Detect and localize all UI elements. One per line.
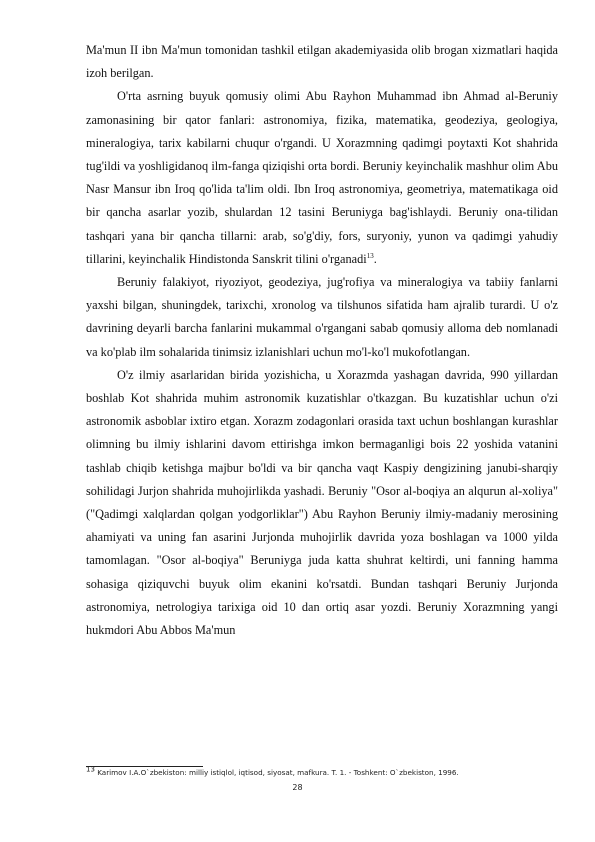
page-body — [86, 39, 558, 642]
footnote-reference: 13 — [366, 251, 374, 260]
footnote-divider — [86, 766, 203, 767]
paragraph-2-end: . — [373, 251, 377, 266]
paragraph-4: O'z ilmiy asarlaridan birida yozishicha, u Xorazmda yashagan davrida, 990 yillardan boshlab Kot shahrida muhim astronomik kuzatishlar o'tkazgan. Bu kuzatishlar uchun o'zi astronomik asboblar ixtiro etgan. Xorazm zodagonlari orasida taxt uchun boshlangan kurashlar olimning bu ilmiy ishlarini davom ettirishga imkon bermaganligi bois 22 yoshida vatanini tashlab chiqib ketishga majbur bo'ldi va bir qancha vaqt Kaspiy dengizining janubi-sharqiy sohilidagi Jurjon shahrida muhojirlikda yashadi. Beruniy "Osor al-boqiya an alqurun al-xoliya" ("Qadimgi xalqlardan qolgan yodgorliklar") Abu Rayhon Beruniy ilmiy-madaniy merosining ahamiyati va uning fan asarini Jurjonda muhojirlik davrida yoza boshlagan va 1000 yilda tamomlagan. "Osor al-boqiya" Beruniyga juda katta shuhrat keltirdi, uni fanning hamma sohasiga qiziquvchi buyuk olim ekanini ko'rsatdi. Bundan tashqari Beruniy Jurjonda astronomiya, netrologiya tarixiga oid 10 dan ortiq asar yozdi. Beruniy Xorazmning yangi hukmdori Abu Abbos Ma'mun — [86, 367, 558, 638]
footnote — [86, 765, 558, 778]
paragraph-3: Beruniy falakiyot, riyoziyot, geodeziya, jug'rofiya va mineralogiya va tabiiy fanlarni yaxshi bilgan, shuningdek, tarixchi, xronolog va tilshunos sifatida ham ajralib turardi. U o'z davrining deyarli barcha fanlarini mukammal o'rgangani sabab qomusiy alloma deb nomlanadi va ko'plab ilm sohalarida tinimsiz izlanishlari uchun mo'l-ko'l mukofotlangan. — [86, 275, 558, 359]
page-number: 28 — [292, 783, 303, 792]
paragraph-2 — [86, 85, 558, 271]
paragraph-2-text: O'rta asrning buyuk qomusiy olimi Abu Rayhon Muhammad ibn Ahmad al-Beruniy zamonasining bir qator fanlari: astronomiya, fizika, matematika, geodeziya, geologiya, mineralogiya, tarix kabilarni chuqur o'rgandi. U Xorazmning qadimgi poytaxti Kot shahrida tug'ildi va yoshligidanoq ilm-fanga qiziqishi orta bordi. Beruniy keyinchalik mashhur olim Abu Nasr Mansur ibn Iroq qo'lida ta'lim oldi. Ibn Iroq astronomiya, geometriya, matematikaga oid bir qancha asarlar yozib, shulardan 12 tasini Beruniyga bag'ishlaydi. Beruniy ona-tilidan tashqari yana bir qancha tillarni: arab, so'g'diy, fors, suryoniy, yunon va qadimgi yahudiy tillarini, keyinchalik Hindistonda Sanskrit tilini o'rganadi — [86, 89, 558, 266]
footnote-number: 13 — [86, 765, 95, 774]
footnote-text: Karimov I.A.O`zbekiston: milliy istiqlol, iqtisod, siyosat, mafkura. T. 1. - Toshkent: O`zbekiston, 1996. — [94, 768, 459, 777]
paragraph-1: Ma'mun II ibn Ma'mun tomonidan tashkil etilgan akademiyasida olib brogan xizmatlari haqida izoh berilgan. — [86, 43, 558, 81]
